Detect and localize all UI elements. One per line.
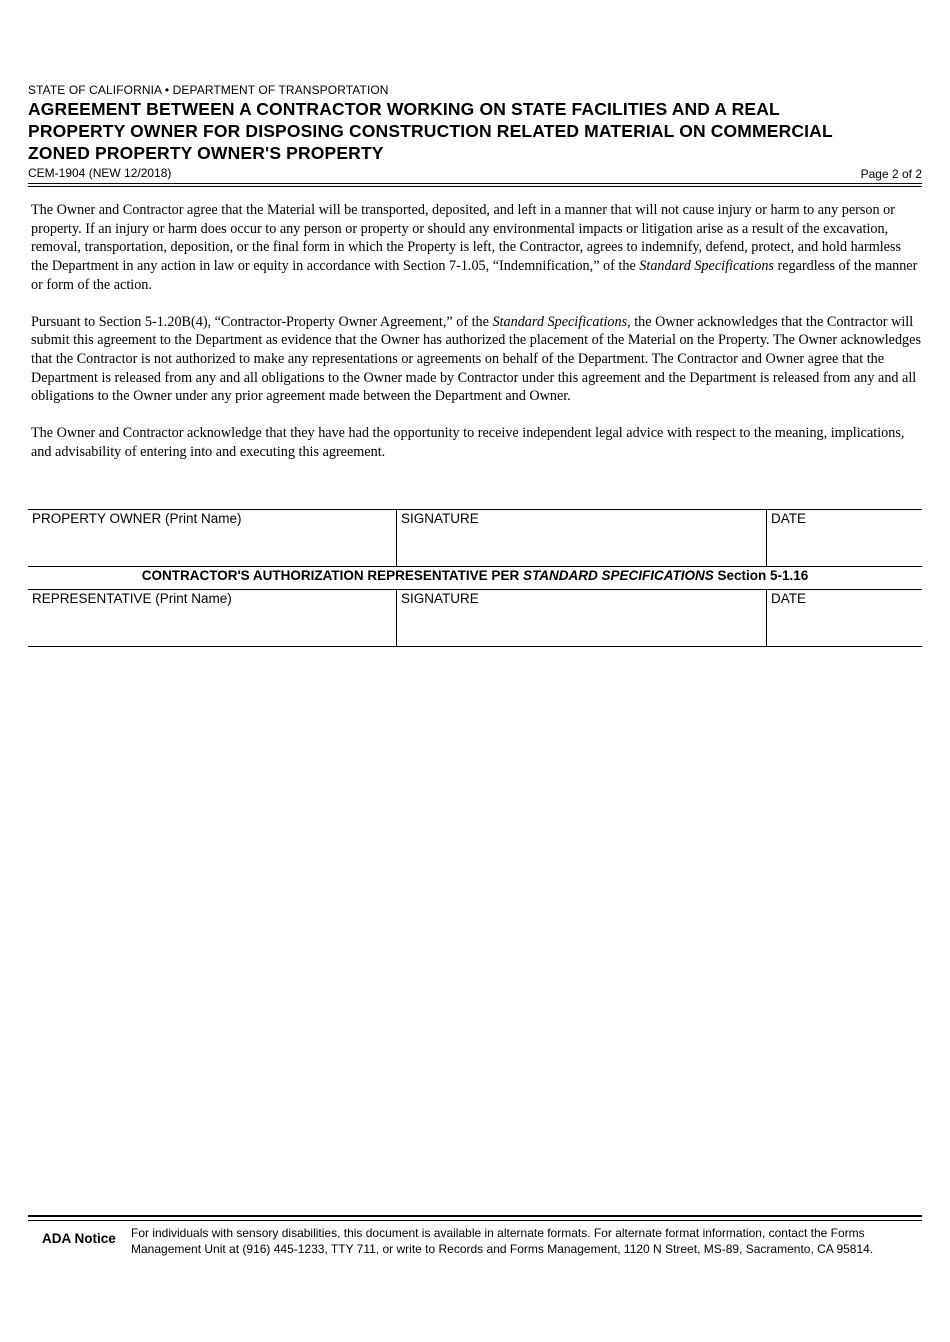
title-line: AGREEMENT BETWEEN A CONTRACTOR WORKING ON STATE FACILITIES AND A REAL [28,99,780,119]
form-title [28,98,922,164]
footer-rule [28,1220,922,1221]
representative-print-name-field[interactable]: REPRESENTATIVE (Print Name) [32,591,232,606]
page-indicator: Page 2 of 2 [860,167,922,181]
representative-signature-block [28,589,922,647]
representative-signature-field[interactable]: SIGNATURE [396,590,767,646]
ada-notice-text: For individuals with sensory disabilities, this document is available in alternate formats. For alternate format information, contact the Forms Management Unit at (916) 445-1233, TTY 711, or write to Records and Forms Management, 1120 N Street, MS-89, Sacramento, CA 95814. [131,1226,874,1256]
representative-signature-row [28,589,922,647]
agreement-body [31,201,921,479]
italic-term: Standard Specifications [492,313,628,330]
owner-signature-field[interactable]: SIGNATURE [396,510,767,566]
owner-acknowledgement-paragraph: Pursuant to Section 5-1.20B(4), “Contractor-Property Owner Agreement,” of the Standard Specifications, the Owner acknowledges that the Contractor will submit this agreement to the Department as evidence that the Owner has authorized the placement of the Material on the Property. The Owner acknowledges that the Contractor is not authorized to make any representations or agreements on behalf of the Department. The Contractor and Owner agree that the Department is released from any and all obligations to the Owner made by Contractor under this agreement and the Department is released from any and all obligations to the Owner under any prior agreement made between the Department and Owner. [31,313,921,405]
representative-date-field[interactable]: DATE [766,590,923,646]
header-rule [28,183,922,184]
title-line: ZONED PROPERTY OWNER'S PROPERTY [28,143,384,163]
header-rule [28,186,922,187]
footer-rule [28,1215,922,1217]
indemnification-paragraph: The Owner and Contractor agree that the Material will be transported, deposited, and left in a manner that will not cause injury or harm to any person or property. If an injury or harm does occur to any person or property or should any environmental impacts or litigation arise as a result of the excavation, removal, transportation, deposition, or the final form in which the Property is left, the Contractor, agrees to indemnify, defend, protect, and hold harmless the Department in any action in law or equity in accordance with Section 7-1.05, “Indemnification,” of the Standard Specifications regardless of the manner or form of the action. [31,202,918,293]
owner-signature-block [28,509,922,567]
owner-signature-row [28,509,922,567]
legal-advice-paragraph: The Owner and Contractor acknowledge that they have had the opportunity to receive independent legal advice with respect to the meaning, implications, and advisability of entering into and executing this agreement. [31,425,905,460]
form-number: CEM-1904 (NEW 12/2018) [28,166,172,180]
agency-line: STATE OF CALIFORNIA • DEPARTMENT OF TRANSPORTATION [28,83,389,97]
contractor-representative-heading: CONTRACTOR'S AUTHORIZATION REPRESENTATIVE PER STANDARD SPECIFICATIONS Section 5-1.16 [141,568,809,583]
owner-date-field[interactable]: DATE [766,510,923,566]
italic-term: Standard Specifications [639,258,774,275]
ada-notice-label: ADA Notice [42,1231,116,1246]
form-page [28,0,922,1342]
title-line: PROPERTY OWNER FOR DISPOSING CONSTRUCTION RELATED MATERIAL ON COMMERCIAL [28,121,833,141]
owner-print-name-field[interactable]: PROPERTY OWNER (Print Name) [32,511,242,526]
